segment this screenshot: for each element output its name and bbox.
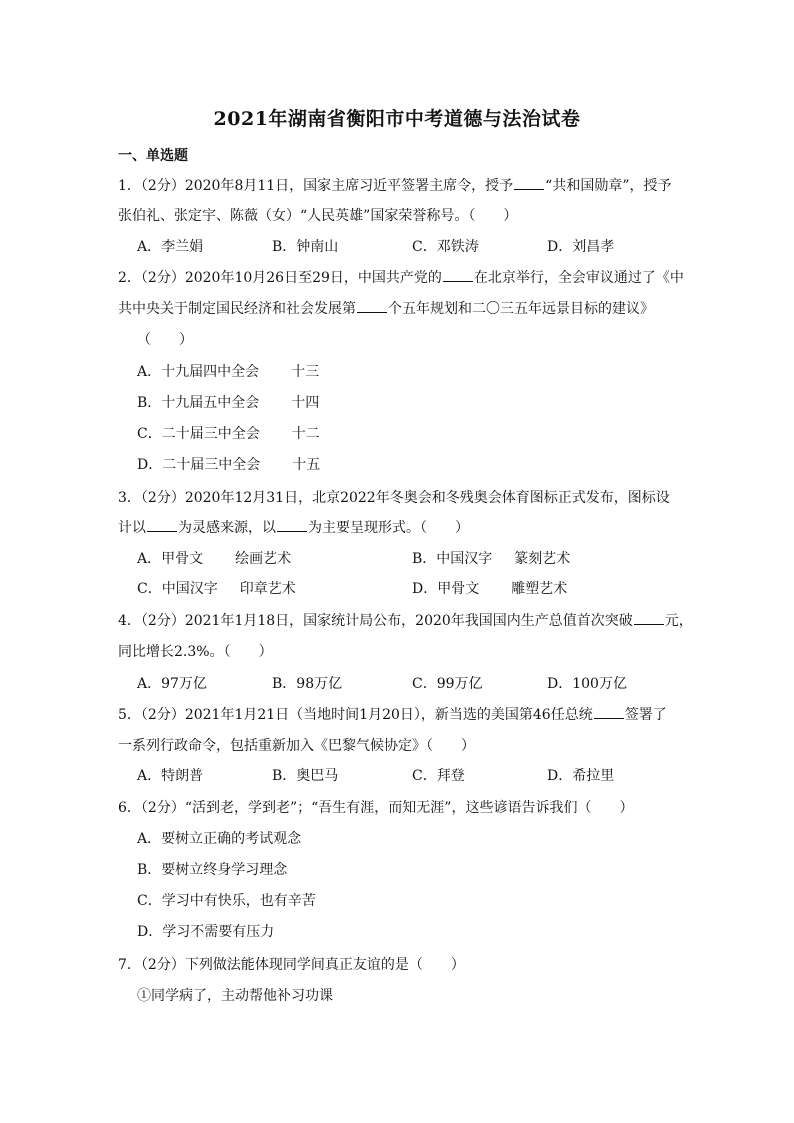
answer-blank xyxy=(357,300,387,313)
answer-blank xyxy=(443,269,473,282)
option-b xyxy=(137,393,319,413)
option-text: 绘画艺术 xyxy=(235,551,292,567)
question-text: “共和国勋章”，授予 xyxy=(545,178,672,194)
option-a: A．要树立正确的考试观念 xyxy=(137,831,302,847)
answer-blank xyxy=(277,519,307,532)
option-d: D．100万亿 xyxy=(547,676,627,692)
option-c: C．拜登 xyxy=(412,768,465,784)
option-b: B．奥巴马 xyxy=(272,768,339,784)
question-4-line-1 xyxy=(118,611,693,631)
option-text: C．中国汉字 xyxy=(137,581,218,597)
option-c xyxy=(137,424,320,444)
answer-blank xyxy=(634,612,664,625)
option-text: D．甲骨文 xyxy=(412,581,480,597)
question-7-line-1: 7．（2分）下列做法能体现同学间真正友谊的是（ ） xyxy=(118,957,465,973)
question-text: 在北京举行，全会审议通过了《中 xyxy=(473,270,684,286)
option-b: B．要树立终身学习理念 xyxy=(137,862,288,878)
page-title: 2021年湖南省衡阳市中考道德与法治试卷 xyxy=(213,108,581,130)
option-text: D．二十届三中全会 xyxy=(137,457,261,473)
option-text: 十五 xyxy=(292,457,321,473)
option-c: C．99万亿 xyxy=(412,676,483,692)
question-6-line-1: 6．（2分）“活到老，学到老”；“吾生有涯，而知无涯”，这些谚语告诉我们（ ） xyxy=(118,800,634,816)
option-a xyxy=(137,362,319,382)
answer-blank xyxy=(594,706,624,719)
question-text: 共中央关于制定国民经济和社会发展第 xyxy=(118,301,356,317)
option-a: A．李兰娟 xyxy=(137,239,204,255)
question-1-line-1 xyxy=(118,176,672,196)
question-3-line-2 xyxy=(118,518,469,538)
option-text: A．十九届四中全会 xyxy=(137,364,260,380)
option-d xyxy=(137,455,320,475)
option-a: A．特朗普 xyxy=(137,768,204,784)
question-3-line-1: 3．（2分）2020年12月31日，北京2022年冬奥会和冬残奥会体育图标正式发布，图标设 xyxy=(118,490,670,506)
answer-blank xyxy=(514,177,544,190)
answer-blank xyxy=(147,519,177,532)
statement-1: ①同学病了，主动帮他补习功课 xyxy=(137,988,333,1004)
option-text: A．甲骨文 xyxy=(137,551,204,567)
option-text: 十四 xyxy=(291,395,320,411)
option-c xyxy=(137,579,296,599)
question-text: 元， xyxy=(664,613,693,629)
option-text: B．十九届五中全会 xyxy=(137,395,260,411)
option-text: 十三 xyxy=(291,364,320,380)
option-b: B．钟南山 xyxy=(272,239,339,255)
question-2-line-3: （ ） xyxy=(137,332,193,348)
option-a xyxy=(137,549,291,569)
question-5-line-2: 一系列行政命令，包括重新加入《巴黎气候协定》（ ） xyxy=(118,738,475,754)
option-text: C．二十届三中全会 xyxy=(137,426,260,442)
question-5-line-1 xyxy=(118,705,667,725)
question-4-line-2: 同比增长2.3%。（ ） xyxy=(118,644,273,660)
question-1-line-2: 张伯礼、张定宇、陈薇（女）“人民英雄”国家荣誉称号。（ ） xyxy=(118,208,518,224)
option-d: D．刘昌孝 xyxy=(547,239,615,255)
option-b xyxy=(412,549,570,569)
question-text: 4．（2分）2021年1月18日，国家统计局公布，2020年我国国内生产总值首次突破 xyxy=(118,613,633,629)
question-text: 2．（2分）2020年10月26日至29日，中国共产党的 xyxy=(118,270,442,286)
option-b: B．98万亿 xyxy=(272,676,343,692)
option-d: D．学习不需要有压力 xyxy=(137,924,275,940)
section-heading: 一、单选题 xyxy=(118,148,188,164)
question-2-line-1 xyxy=(118,268,684,288)
question-text: 为灵感来源，以 xyxy=(178,520,276,536)
option-text: 印章艺术 xyxy=(239,581,296,597)
option-c: C．学习中有快乐，也有辛苦 xyxy=(137,893,316,909)
option-a: A．97万亿 xyxy=(137,676,207,692)
question-text: 为主要呈现形式。（ ） xyxy=(308,520,469,536)
question-text: 签署了 xyxy=(624,707,667,723)
option-c: C．邓铁涛 xyxy=(412,239,479,255)
question-text: 1．（2分）2020年8月11日，国家主席习近平签署主席令，授予 xyxy=(118,178,514,194)
option-d: D．希拉里 xyxy=(547,768,615,784)
option-text: 雕塑艺术 xyxy=(511,581,568,597)
question-text: 个五年规划和二〇三五年远景目标的建议》 xyxy=(388,301,654,317)
option-d xyxy=(412,579,567,599)
question-text: 计以 xyxy=(118,520,146,536)
option-text: B．中国汉字 xyxy=(412,551,493,567)
question-2-line-2 xyxy=(118,299,654,319)
option-text: 篆刻艺术 xyxy=(514,551,571,567)
question-text: 5．（2分）2021年1月21日（当地时间1月20日），新当选的美国第46任总统 xyxy=(118,707,593,723)
option-text: 十二 xyxy=(291,426,320,442)
